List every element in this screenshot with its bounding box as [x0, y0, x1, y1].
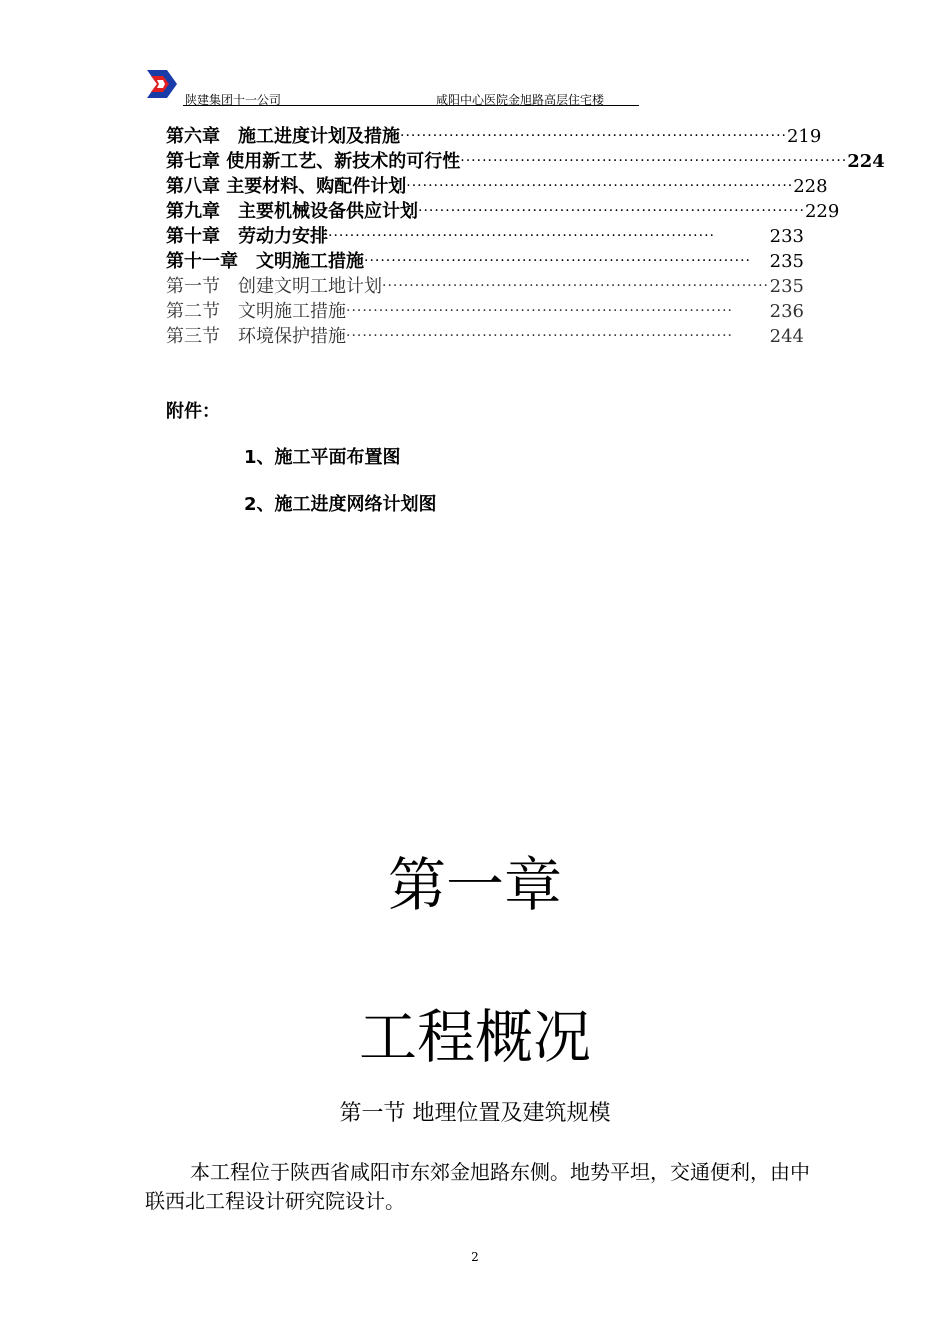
attachment-item: 2、施工进度网络计划图	[244, 494, 437, 515]
toc-leader-dots: ·······································································	[460, 153, 848, 169]
toc-leader-dots: ·······································································	[406, 178, 794, 194]
toc-page-number: 224	[847, 151, 885, 172]
toc-leader-dots: ·······································································	[382, 278, 769, 294]
toc-entry	[166, 224, 804, 249]
toc-entry	[166, 249, 804, 274]
toc-label: 第六章 施工进度计划及措施	[166, 126, 400, 147]
toc-page-number: 219	[786, 126, 822, 147]
toc-entry	[166, 299, 804, 324]
toc-page-number: 244	[769, 326, 804, 347]
toc-entry	[166, 149, 885, 174]
company-logo-icon	[143, 66, 179, 102]
header-divider	[183, 105, 639, 106]
toc-label: 第十一章 文明施工措施	[166, 251, 364, 272]
toc-label: 第一节 创建文明工地计划	[166, 276, 382, 297]
toc-page-number: 235	[769, 276, 804, 297]
attachment-item: 1、施工平面布置图	[244, 447, 401, 468]
toc-leader-dots: ·······································································	[418, 203, 805, 219]
toc-entry	[166, 274, 804, 299]
header-company: 陕建集团十一公司	[185, 93, 282, 107]
page-header	[143, 66, 639, 106]
toc-label: 第九章 主要机械设备供应计划	[166, 201, 418, 222]
attachments-title: 附件：	[166, 401, 220, 422]
toc-entry	[166, 324, 804, 349]
toc-label: 第七章 使用新工艺、新技术的可行性	[166, 151, 461, 172]
toc-page-number: 229	[804, 201, 840, 222]
toc-entry	[166, 199, 840, 224]
toc-label: 第二节 文明施工措施	[166, 301, 346, 322]
chapter-name: 工程概况	[358, 1003, 591, 1071]
toc-entry	[166, 124, 822, 149]
page-number: 2	[471, 1250, 479, 1264]
body-paragraph: 本工程位于陕西省咸阳市东郊金旭路东侧。地势平坦，交通便利，由中联西北工程设计研究院设计。	[145, 1160, 810, 1213]
section-title: 第一节 地理位置及建筑规模	[339, 1101, 611, 1126]
toc-label: 第三节 环境保护措施	[166, 326, 346, 347]
toc-label: 第八章 主要材料、购配件计划	[166, 176, 407, 197]
toc-page-number: 236	[769, 301, 804, 322]
toc-page-number: 233	[769, 226, 804, 247]
toc-leader-dots: ·······································································	[346, 303, 733, 319]
table-of-contents	[166, 124, 885, 349]
toc-leader-dots: ·······································································	[346, 328, 733, 344]
toc-page-number: 235	[769, 251, 804, 272]
toc-leader-dots: ·······································································	[400, 128, 787, 144]
toc-entry	[166, 174, 828, 199]
header-project: 咸阳中心医院金旭路高层住宅楼	[436, 93, 605, 107]
toc-leader-dots: ·······································································	[328, 228, 715, 244]
toc-page-number: 228	[793, 176, 828, 197]
toc-label: 第十章 劳动力安排	[166, 226, 328, 247]
chapter-number: 第一章	[387, 851, 562, 919]
toc-leader-dots: ·······································································	[364, 253, 751, 269]
